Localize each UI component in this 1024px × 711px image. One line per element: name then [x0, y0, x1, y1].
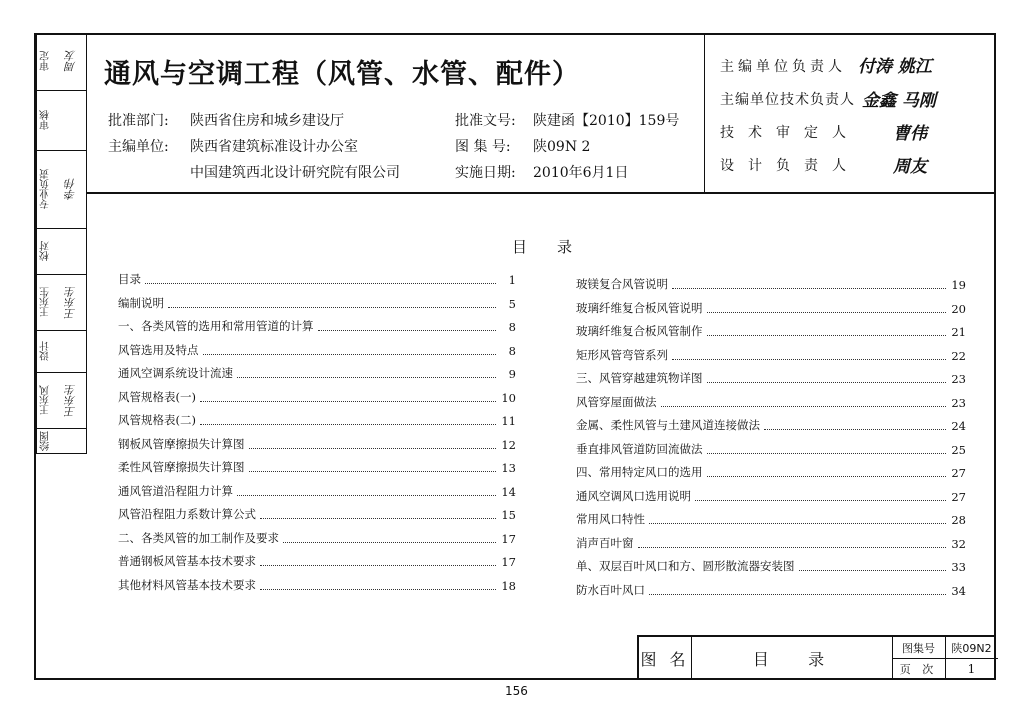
approve-no: 陕建函【2010】159号: [533, 113, 680, 129]
toc-dot-leader: [168, 307, 496, 308]
responsible-role: 技术审定人: [720, 125, 860, 141]
toc-entry: [576, 417, 966, 433]
toc-entry: [576, 582, 966, 598]
toc-dot-leader: [638, 547, 947, 548]
responsible-signature: 金鑫 马刚: [862, 91, 936, 111]
toc-entry-page: 24: [951, 419, 966, 433]
toc-entry-page: 23: [951, 395, 966, 410]
toc-entry: [118, 553, 516, 569]
sidebar-signature: 王东生: [64, 384, 77, 417]
sidebar-label: 专业负责: [36, 151, 55, 228]
toc-entry-page: 20: [951, 301, 966, 316]
toc-dot-leader: [318, 330, 497, 331]
toc-entry-page: 12: [501, 437, 516, 452]
toc-entry: [576, 464, 966, 480]
impl-date-label: 实施日期:: [455, 165, 516, 181]
toc-entry-page: 18: [501, 578, 516, 593]
title-block-page-label: 页 次: [899, 663, 938, 676]
toc-entry-title: 风管选用及特点: [118, 342, 199, 357]
sidebar-signature: [60, 429, 82, 453]
toc-entry-title: 玻镁复合风管说明: [576, 277, 668, 291]
toc-dot-leader: [799, 570, 947, 571]
title-block-atlas-value: 陕09N2: [951, 641, 992, 655]
sidebar-signature: 周友: [64, 50, 77, 73]
toc-dot-leader: [649, 594, 946, 595]
toc-entry-title: 柔性风管摩擦损失计算图: [118, 460, 245, 474]
toc-dot-leader: [283, 542, 496, 543]
toc-entry-title: 风管规格表(二): [118, 413, 196, 427]
toc-dot-leader: [203, 354, 497, 355]
responsible-signature: 周友: [893, 157, 927, 177]
toc-entry-page: 8: [508, 343, 516, 358]
signoff-sidebar: [34, 33, 87, 454]
sidebar-cell-draw: [34, 429, 86, 453]
toc-entry: [576, 511, 966, 527]
toc-entry: [118, 389, 516, 405]
toc-entry: [118, 436, 516, 452]
toc-entry-title: 目录: [118, 272, 141, 286]
sidebar-cell-designer-name: [34, 373, 86, 429]
toc-entry-page: 23: [951, 372, 966, 386]
toc-entry: [118, 318, 516, 334]
sidebar-cell-lead: [34, 151, 86, 229]
toc-entry-page: 27: [951, 489, 966, 504]
toc-entry: [576, 370, 966, 386]
title-block-atlas-label: 图集号: [902, 641, 935, 655]
sidebar-label: 王东风: [36, 373, 55, 428]
title-block-name-label: 图 名: [640, 650, 690, 669]
toc-entry-title: 单、双层百叶风口和方、圆形散流器安装图: [576, 559, 795, 573]
toc-dot-leader: [200, 424, 496, 425]
toc-dot-leader: [672, 359, 946, 360]
toc-entry-title: 通风管道沿程阻力计算: [118, 483, 233, 498]
toc-entry-title: 垂直排风管道防回流做法: [576, 441, 703, 456]
toc-entry-title: 通风空调风口选用说明: [576, 488, 691, 503]
toc-entry: [118, 365, 516, 381]
toc-entry-title: 消声百叶窗: [576, 535, 634, 550]
toc-entry: [576, 276, 966, 292]
toc-entry: [576, 300, 966, 316]
toc-entry: [118, 342, 516, 358]
toc-entry-title: 风管规格表(一): [118, 389, 196, 404]
toc-entry-title: 玻璃纤维复合板风管制作: [576, 324, 703, 338]
toc-entry-page: 21: [951, 325, 966, 339]
toc-dot-leader: [237, 377, 496, 378]
sidebar-signature: [60, 331, 82, 372]
responsible-signature: 付涛 姚江: [858, 57, 932, 77]
toc-entry-page: 15: [501, 508, 516, 522]
responsible-role: 主编单位负责人: [720, 59, 846, 75]
toc-entry-title: 四、常用特定风口的选用: [576, 465, 703, 479]
toc-entry: [118, 506, 516, 522]
toc-entry-page: 9: [508, 367, 516, 381]
toc-entry-page: 1: [508, 273, 516, 287]
toc-dot-leader: [695, 500, 946, 501]
toc-entry-title: 普通钢板风管基本技术要求: [118, 554, 256, 568]
toc-entry: [576, 488, 966, 504]
toc-dot-leader: [260, 565, 496, 566]
editor-unit-1: 陕西省建筑标准设计办公室: [190, 139, 358, 155]
editor-label: 主编单位:: [108, 139, 169, 155]
toc-entry: [118, 577, 516, 593]
approve-dept-label: 批准部门:: [108, 113, 169, 129]
sidebar-label: 设计: [36, 331, 55, 372]
toc-dot-leader: [260, 589, 496, 590]
toc-dot-leader: [249, 448, 497, 449]
toc-entry-page: 19: [951, 278, 966, 292]
toc-entry-title: 编制说明: [118, 295, 164, 310]
toc-entry-page: 10: [501, 390, 516, 405]
toc-entry-title: 常用风口特性: [576, 512, 645, 526]
title-block-name-value: 目 录: [752, 650, 831, 669]
toc-entry-page: 32: [951, 536, 966, 551]
toc-entry: [118, 530, 516, 546]
toc-entry-title: 通风空调系统设计流速: [118, 366, 233, 380]
toc-entry-title: 防水百叶风口: [576, 582, 645, 597]
toc-entry: [118, 483, 516, 499]
atlas-no-label: 图 集 号:: [455, 139, 511, 155]
toc-heading: 目录: [512, 238, 603, 256]
toc-entry-page: 11: [501, 414, 516, 428]
header-bottom-rule: [86, 192, 996, 194]
sidebar-label: 绘图: [36, 429, 55, 453]
sidebar-signature: 李伟: [64, 178, 77, 201]
toc-dot-leader: [707, 476, 947, 477]
toc-entry: [576, 535, 966, 551]
sidebar-label: 审定: [36, 33, 55, 90]
sidebar-signature: [60, 229, 82, 274]
toc-entry-page: 34: [951, 583, 966, 598]
approve-no-label: 批准文号:: [455, 113, 516, 129]
toc-dot-leader: [707, 335, 947, 336]
toc-entry-title: 其他材料风管基本技术要求: [118, 577, 256, 592]
header-divider: [704, 33, 705, 192]
toc-entry: [576, 394, 966, 410]
toc-dot-leader: [649, 523, 946, 524]
toc-entry-title: 二、各类风管的加工制作及要求: [118, 530, 279, 545]
sidebar-cell-design: [34, 331, 86, 373]
toc-entry-page: 22: [951, 348, 966, 363]
responsible-role: 设计负责人: [720, 158, 860, 174]
toc-entry-title: 三、风管穿越建筑物详图: [576, 371, 703, 385]
toc-entry-title: 钢板风管摩擦损失计算图: [118, 436, 245, 451]
toc-entry: [118, 412, 516, 428]
toc-entry-title: 一、各类风管的选用和常用管道的计算: [118, 319, 314, 333]
toc-entry: [118, 459, 516, 475]
toc-entry: [576, 441, 966, 457]
toc-dot-leader: [200, 401, 496, 402]
toc-dot-leader: [764, 429, 946, 430]
sidebar-label: 校对: [36, 229, 55, 274]
toc-entry-page: 27: [951, 466, 966, 480]
toc-entry-page: 33: [951, 560, 966, 574]
toc-dot-leader: [249, 471, 497, 472]
responsible-signature: 曹伟: [893, 124, 927, 144]
toc-dot-leader: [237, 495, 496, 496]
impl-date: 2010年6月1日: [533, 165, 629, 181]
toc-entry-page: 13: [501, 461, 516, 475]
toc-entry: [576, 558, 966, 574]
responsible-role: 主编单位技术负责人: [720, 92, 855, 108]
toc-entry: [118, 295, 516, 311]
toc-entry-title: 风管沿程阻力系数计算公式: [118, 507, 256, 521]
toc-entry-page: 8: [508, 320, 516, 334]
toc-entry-page: 5: [508, 296, 516, 311]
toc-entry: [118, 271, 516, 287]
toc-entry: [576, 323, 966, 339]
sidebar-signature: 王东生: [64, 286, 77, 319]
title-block-page-value: 1: [967, 662, 976, 676]
toc-entry-page: 14: [501, 484, 516, 499]
approve-dept: 陕西省住房和城乡建设厅: [190, 113, 344, 129]
toc-dot-leader: [661, 406, 947, 407]
toc-dot-leader: [707, 382, 947, 383]
toc-entry-page: 17: [501, 555, 516, 569]
footer-page-number: 156: [505, 684, 528, 698]
sidebar-cell-approve: [34, 33, 86, 91]
sidebar-label: 审核: [36, 91, 55, 150]
atlas-no: 陕09N 2: [533, 139, 591, 155]
sidebar-cell-checker-name: [34, 275, 86, 331]
toc-entry: [576, 347, 966, 363]
toc-entry-page: 28: [951, 513, 966, 527]
atlas-title: 通风与空调工程（风管、水管、配件）: [104, 59, 580, 90]
toc-entry-title: 玻璃纤维复合板风管说明: [576, 300, 703, 315]
toc-entry-page: 25: [951, 442, 966, 457]
sidebar-label: 王东生: [36, 275, 55, 330]
editor-unit-2: 中国建筑西北设计研究院有限公司: [190, 165, 400, 181]
toc-dot-leader: [145, 283, 496, 284]
sidebar-cell-review: [34, 91, 86, 151]
sidebar-signature: [60, 91, 82, 150]
toc-entry-title: 矩形风管弯管系列: [576, 347, 668, 362]
toc-dot-leader: [672, 288, 946, 289]
toc-dot-leader: [260, 518, 496, 519]
toc-dot-leader: [707, 453, 947, 454]
toc-entry-title: 风管穿屋面做法: [576, 394, 657, 409]
toc-entry-page: 17: [501, 531, 516, 546]
toc-dot-leader: [707, 312, 947, 313]
title-block: [637, 635, 996, 680]
toc-entry-title: 金属、柔性风管与土建风道连接做法: [576, 418, 760, 432]
sidebar-cell-check: [34, 229, 86, 275]
